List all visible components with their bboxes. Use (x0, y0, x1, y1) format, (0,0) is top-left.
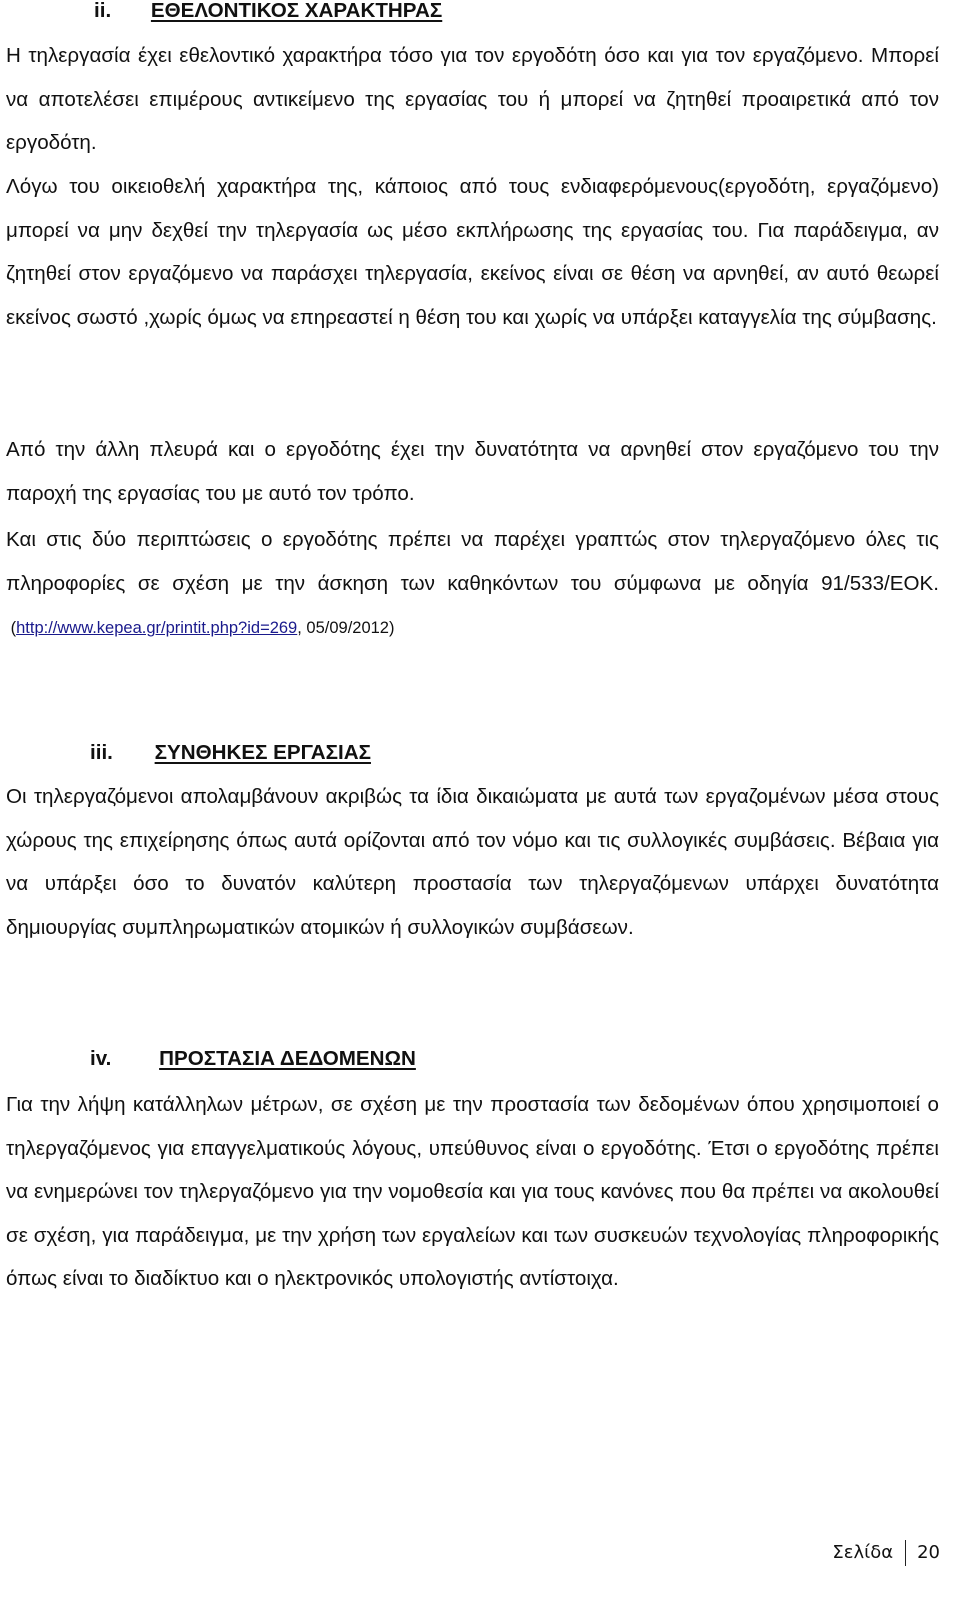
section-number: iii. (90, 741, 113, 764)
paragraph: Από την άλλη πλευρά και ο εργοδότης έχει την δυνατότητα να αρνηθεί στον εργαζόμενο του την παροχή της εργασίας του με αυτό τον τρόπο. (6, 438, 939, 505)
section-title: ΠΡΟΣΤΑΣΙΑ ΔΕΔΟΜΕΝΩΝ (159, 1047, 416, 1070)
paragraph: Για την λήψη κατάλληλων μέτρων, σε σχέση με την προστασία των δεδομένων όπου χρησιμοποιεί ο τηλεργαζόμενος για επαγγελματικούς λόγους, υπεύθυνος είναι ο εργοδότης. Έτσι ο εργοδότης πρέπει να ενημερώνει τον τηλεργαζόμενο για την νομοθεσία και για τους κανόνες που θα πρέπει να ακολουθεί σε σχέση, για παράδειγμα, με την χρήση των εργαλείων και των συσκευών τεχνολογίας πληροφορικής όπως είναι το διαδίκτυο και ο ηλεκτρονικός υπολογιστής αντίστοιχα. (6, 1093, 939, 1291)
section-heading-iv (90, 1046, 416, 1072)
section-title: ΣΥΝΘΗΚΕΣ ΕΡΓΑΣΙΑΣ (154, 741, 371, 764)
page-number: 20 (917, 1542, 940, 1563)
citation: (http://www.kepea.gr/printit.php?id=269, 05/09/2012) (10, 619, 395, 638)
section-number: iv. (90, 1047, 112, 1070)
section-title: ΕΘΕΛΟΝΤΙΚΟΣ ΧΑΡΑΚΤΗΡΑΣ (150, 0, 443, 22)
page-label: Σελίδα (832, 1542, 894, 1563)
paragraph: Λόγω του οικειοθελή χαρακτήρα της, κάποιος από τους ενδιαφερόμενους(εργοδότη, εργαζόμενο) μπορεί να μην δεχθεί την τηλεργασία ως μέσο εκπλήρωσης της εργασίας του. Για παράδειγμα, αν ζητηθεί στον εργαζόμενο να παράσχει τηλεργασία, εκείνος είναι σε θέση να αρνηθεί, αν αυτό θεωρεί εκείνος σωστό ,χωρίς όμως να επηρεαστεί η θέση του και χωρίς να υπάρξει καταγγελία της σύμβασης. (6, 175, 939, 329)
paragraph: Η τηλεργασία έχει εθελοντικό χαρακτήρα τόσο για τον εργοδότη όσο και για τον εργαζόμενο. Μπορεί να αποτελέσει επιμέρους αντικείμενο της εργασίας του ή μπορεί να ζητηθεί προαιρετικά από τον εργοδότη. (6, 44, 939, 155)
page-footer (832, 1536, 940, 1570)
footer-divider (905, 1540, 906, 1566)
paragraph-with-citation (6, 518, 939, 651)
citation-link[interactable]: http://www.kepea.gr/printit.php?id=269 (16, 619, 298, 638)
paragraph-text: Και στις δύο περιπτώσεις ο εργοδότης πρέπει να παρέχει γραπτώς στον τηλεργαζόμενο όλες τις πληροφορίες σε σχέση με την άσκηση των καθηκόντων του σύμφωνα με οδηγία 91/533/ΕΟΚ. (6, 528, 939, 595)
paragraph: Οι τηλεργαζόμενοι απολαμβάνουν ακριβώς τα ίδια δικαιώματα με αυτά των εργαζομένων μέσα στους χώρους της επιχείρησης όπως αυτά ορίζονται από τον νόμο και τις συλλογικές συμβάσεις. Βέβαια για να υπάρξει όσο το δυνατόν καλύτερη προστασία των τηλεργαζόμενων υπάρχει δυνατότητα δημιουργίας συμπληρωματικών ατομικών ή συλλογικών συμβάσεων. (6, 785, 939, 939)
section-heading-ii (94, 0, 442, 24)
section-heading-iii (90, 740, 371, 766)
section-number: ii. (94, 0, 112, 22)
